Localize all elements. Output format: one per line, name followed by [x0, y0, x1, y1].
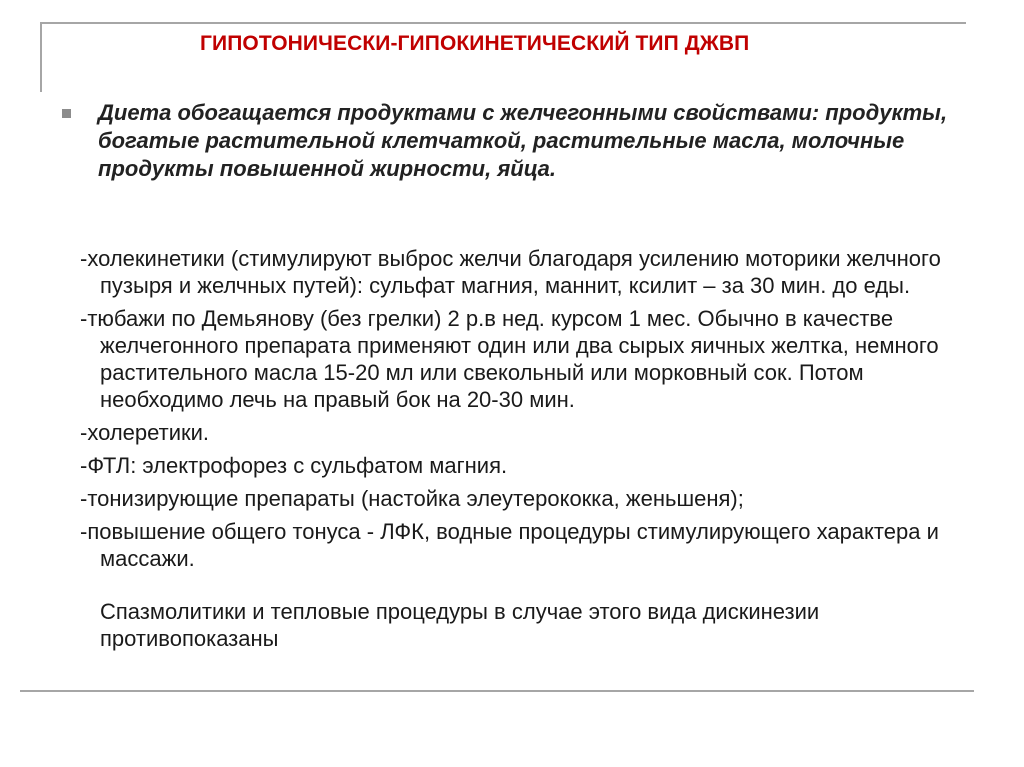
list-item: -тонизирующие препараты (настойка элеутерококка, женьшеня);: [80, 486, 744, 511]
list-item: -холекинетики (стимулируют выброс желчи благодаря усилению моторики желчного пузыря и желчных путей): сульфат магния, маннит, ксилит – за 30 мин. до еды.: [80, 246, 941, 298]
closing-note: Спазмолитики и тепловые процедуры в случае этого вида дискинезии противопоказаны: [100, 599, 820, 651]
frame-left-line: [40, 22, 42, 92]
list-item: -повышение общего тонуса - ЛФК, водные процедуры стимулирующего характера и массажи.: [80, 519, 939, 571]
frame-top-line: [40, 22, 966, 24]
frame-bottom-line: [20, 690, 974, 692]
lead-paragraph: Диета обогащается продуктами с желчегонными свойствами: продукты, богатые растительной клетчаткой, растительные масла, молочные продукты повышенной жирности, яйца.: [98, 100, 948, 181]
treatment-list: [80, 245, 980, 658]
square-bullet-icon: [62, 109, 71, 118]
list-item: -ФТЛ: электрофорез с сульфатом магния.: [80, 453, 508, 478]
slide-title: ГИПОТОНИЧЕСКИ-ГИПОКИНЕТИЧЕСКИЙ ТИП ДЖВП: [200, 32, 750, 55]
list-item: -холеретики.: [80, 420, 210, 445]
list-item: -тюбажи по Демьянову (без грелки) 2 р.в нед. курсом 1 мес. Обычно в качестве желчегонного препарата применяют один или два сырых яичных желтка, немного растительного масла 15-20 мл или свекольный или морковный сок. Потом необходимо лечь на правый бок на 20-30 мин.: [80, 306, 939, 412]
